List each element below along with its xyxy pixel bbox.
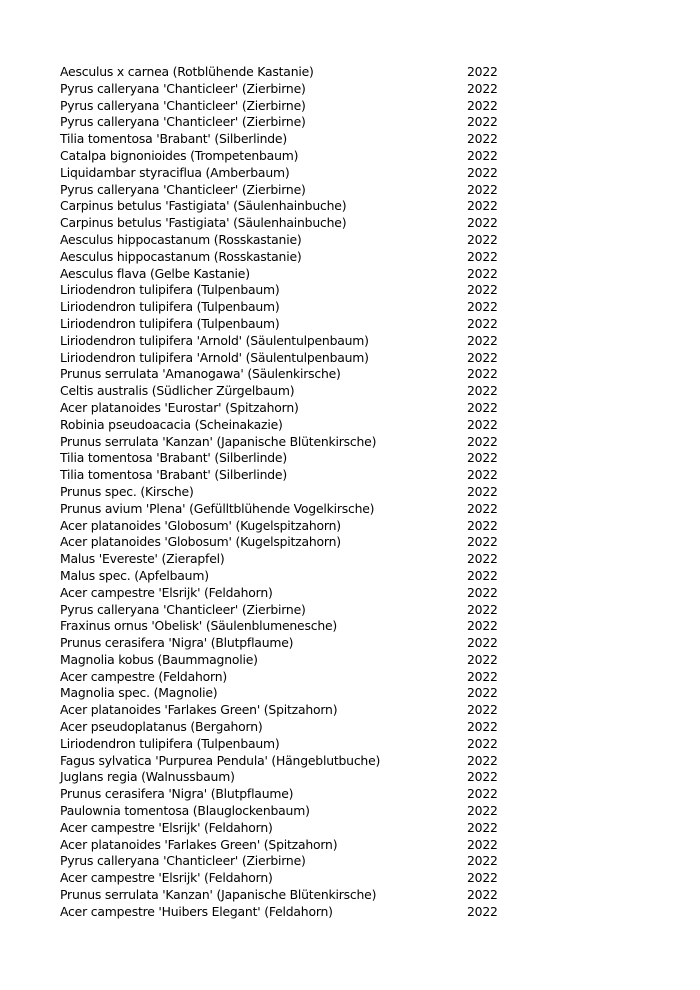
table-row: [60, 602, 510, 619]
planting-year: 2022: [467, 500, 498, 516]
planting-year: 2022: [467, 685, 498, 701]
tree-name: Prunus serrulata 'Amanogawa' (Säulenkirsche): [60, 366, 341, 382]
tree-name: Tilia tomentosa 'Brabant' (Silberlinde): [60, 131, 287, 147]
tree-name: Liriodendron tulipifera (Tulpenbaum): [60, 282, 280, 298]
table-row: [60, 853, 510, 870]
planting-year: 2022: [467, 618, 498, 634]
table-row: [60, 820, 510, 837]
planting-year: 2022: [467, 601, 498, 617]
table-row: [60, 366, 510, 383]
tree-name: Aesculus x carnea (Rotblühende Kastanie): [60, 64, 314, 79]
planting-year: 2022: [467, 315, 498, 331]
table-row: [60, 484, 510, 501]
planting-year: 2022: [467, 702, 498, 718]
planting-year: 2022: [467, 349, 498, 365]
planting-year: 2022: [467, 719, 498, 735]
table-row: [60, 114, 510, 131]
table-row: [60, 64, 510, 81]
tree-name: Liriodendron tulipifera 'Arnold' (Säulentulpenbaum): [60, 349, 369, 365]
planting-year: 2022: [467, 517, 498, 533]
planting-year: 2022: [467, 181, 498, 197]
table-row: [60, 182, 510, 199]
planting-year: 2022: [467, 887, 498, 903]
planting-year: 2022: [467, 332, 498, 348]
table-row: [60, 417, 510, 434]
planting-year: 2022: [467, 299, 498, 315]
tree-name: Carpinus betulus 'Fastigiata' (Säulenhainbuche): [60, 198, 347, 214]
table-row: [60, 904, 510, 921]
table-row: [60, 803, 510, 820]
table-row: [60, 467, 510, 484]
tree-name: Aesculus hippocastanum (Rosskastanie): [60, 248, 302, 264]
planting-year: 2022: [467, 651, 498, 667]
tree-name: Pyrus calleryana 'Chanticleer' (Zierbirne): [60, 80, 306, 96]
planting-year: 2022: [467, 433, 498, 449]
table-row: [60, 81, 510, 98]
tree-name: Prunus spec. (Kirsche): [60, 483, 194, 499]
table-row: [60, 434, 510, 451]
tree-name: Aesculus flava (Gelbe Kastanie): [60, 265, 250, 281]
planting-year: 2022: [467, 164, 498, 180]
tree-name: Liquidambar styraciflua (Amberbaum): [60, 164, 290, 180]
table-row: [60, 501, 510, 518]
table-row: [60, 635, 510, 652]
tree-name: Pyrus calleryana 'Chanticleer' (Zierbirne): [60, 114, 306, 130]
planting-year: 2022: [467, 752, 498, 768]
tree-name: Acer platanoides 'Globosum' (Kugelspitzahorn): [60, 517, 341, 533]
planting-year: 2022: [467, 903, 498, 919]
table-row: [60, 232, 510, 249]
table-row: [60, 215, 510, 232]
table-row: [60, 652, 510, 669]
table-row: [60, 383, 510, 400]
tree-name: Pyrus calleryana 'Chanticleer' (Zierbirne): [60, 97, 306, 113]
tree-name: Tilia tomentosa 'Brabant' (Silberlinde): [60, 450, 287, 466]
planting-year: 2022: [467, 584, 498, 600]
tree-name: Fagus sylvatica 'Purpurea Pendula' (Hängeblutbuche): [60, 752, 381, 768]
tree-name: Liriodendron tulipifera (Tulpenbaum): [60, 299, 280, 315]
planting-year: 2022: [467, 265, 498, 281]
tree-name: Liriodendron tulipifera (Tulpenbaum): [60, 315, 280, 331]
table-row: [60, 148, 510, 165]
planting-year: 2022: [467, 534, 498, 550]
table-row: [60, 518, 510, 535]
table-row: [60, 786, 510, 803]
tree-name: Prunus cerasifera 'Nigra' (Blutpflaume): [60, 786, 294, 802]
table-row: [60, 618, 510, 635]
table-row: [60, 568, 510, 585]
planting-year: 2022: [467, 467, 498, 483]
tree-name: Fraxinus ornus 'Obelisk' (Säulenblumenesche): [60, 618, 338, 634]
tree-name: Acer platanoides 'Farlakes Green' (Spitzahorn): [60, 702, 338, 718]
tree-name: Acer campestre 'Huibers Elegant' (Feldahorn): [60, 903, 333, 919]
table-row: [60, 266, 510, 283]
planting-year: 2022: [467, 819, 498, 835]
table-row: [60, 551, 510, 568]
planting-year: 2022: [467, 282, 498, 298]
planting-year: 2022: [467, 668, 498, 684]
tree-name: Juglans regia (Walnussbaum): [60, 769, 235, 785]
table-row: [60, 400, 510, 417]
tree-name: Malus 'Evereste' (Zierapfel): [60, 551, 225, 567]
tree-name: Prunus avium 'Plena' (Gefülltblühende Vogelkirsche): [60, 500, 375, 516]
planting-year: 2022: [467, 366, 498, 382]
table-row: [60, 333, 510, 350]
table-row: [60, 98, 510, 115]
tree-name: Acer campestre (Feldahorn): [60, 668, 227, 684]
planting-year: 2022: [467, 399, 498, 415]
table-row: [60, 316, 510, 333]
table-row: [60, 837, 510, 854]
planting-year: 2022: [467, 97, 498, 113]
tree-name: Aesculus hippocastanum (Rosskastanie): [60, 231, 302, 247]
tree-name: Liriodendron tulipifera 'Arnold' (Säulentulpenbaum): [60, 332, 369, 348]
tree-name: Magnolia kobus (Baummagnolie): [60, 651, 258, 667]
planting-year: 2022: [467, 836, 498, 852]
planting-year: 2022: [467, 803, 498, 819]
planting-year: 2022: [467, 450, 498, 466]
planting-year: 2022: [467, 80, 498, 96]
table-row: [60, 669, 510, 686]
tree-name: Tilia tomentosa 'Brabant' (Silberlinde): [60, 467, 287, 483]
planting-year: 2022: [467, 248, 498, 264]
tree-name: Malus spec. (Apfelbaum): [60, 567, 209, 583]
table-row: [60, 249, 510, 266]
table-row: [60, 753, 510, 770]
planting-year: 2022: [467, 870, 498, 886]
tree-name: Magnolia spec. (Magnolie): [60, 685, 218, 701]
planting-year: 2022: [467, 147, 498, 163]
table-row: [60, 534, 510, 551]
planting-year: 2022: [467, 567, 498, 583]
planting-year: 2022: [467, 786, 498, 802]
tree-name: Acer platanoides 'Globosum' (Kugelspitzahorn): [60, 534, 341, 550]
table-row: [60, 685, 510, 702]
tree-name: Pyrus calleryana 'Chanticleer' (Zierbirne): [60, 181, 306, 197]
planting-year: 2022: [467, 64, 498, 79]
planting-year: 2022: [467, 551, 498, 567]
planting-year: 2022: [467, 198, 498, 214]
tree-name: Acer pseudoplatanus (Bergahorn): [60, 719, 263, 735]
tree-name: Pyrus calleryana 'Chanticleer' (Zierbirne): [60, 601, 306, 617]
planting-year: 2022: [467, 635, 498, 651]
table-row: [60, 702, 510, 719]
tree-name: Prunus cerasifera 'Nigra' (Blutpflaume): [60, 635, 294, 651]
tree-list: [60, 64, 510, 921]
tree-name: Prunus serrulata 'Kanzan' (Japanische Blütenkirsche): [60, 433, 377, 449]
tree-name: Acer platanoides 'Farlakes Green' (Spitzahorn): [60, 836, 338, 852]
tree-name: Acer campestre 'Elsrijk' (Feldahorn): [60, 584, 273, 600]
table-row: [60, 131, 510, 148]
table-row: [60, 736, 510, 753]
table-row: [60, 769, 510, 786]
planting-year: 2022: [467, 215, 498, 231]
planting-year: 2022: [467, 114, 498, 130]
table-row: [60, 585, 510, 602]
tree-name: Carpinus betulus 'Fastigiata' (Säulenhainbuche): [60, 215, 347, 231]
planting-year: 2022: [467, 853, 498, 869]
tree-name: Prunus serrulata 'Kanzan' (Japanische Blütenkirsche): [60, 887, 377, 903]
table-row: [60, 165, 510, 182]
planting-year: 2022: [467, 483, 498, 499]
table-row: [60, 299, 510, 316]
planting-year: 2022: [467, 231, 498, 247]
tree-name: Paulownia tomentosa (Blauglockenbaum): [60, 803, 310, 819]
planting-year: 2022: [467, 735, 498, 751]
table-row: [60, 719, 510, 736]
tree-name: Acer campestre 'Elsrijk' (Feldahorn): [60, 819, 273, 835]
table-row: [60, 198, 510, 215]
tree-name: Acer campestre 'Elsrijk' (Feldahorn): [60, 870, 273, 886]
table-row: [60, 282, 510, 299]
table-row: [60, 887, 510, 904]
tree-name: Celtis australis (Südlicher Zürgelbaum): [60, 383, 295, 399]
table-row: [60, 870, 510, 887]
table-row: [60, 350, 510, 367]
planting-year: 2022: [467, 131, 498, 147]
planting-year: 2022: [467, 769, 498, 785]
tree-name: Robinia pseudoacacia (Scheinakazie): [60, 416, 283, 432]
planting-year: 2022: [467, 383, 498, 399]
tree-name: Pyrus calleryana 'Chanticleer' (Zierbirne): [60, 853, 306, 869]
table-row: [60, 450, 510, 467]
planting-year: 2022: [467, 416, 498, 432]
tree-name: Liriodendron tulipifera (Tulpenbaum): [60, 735, 280, 751]
tree-name: Acer platanoides 'Eurostar' (Spitzahorn): [60, 399, 299, 415]
tree-name: Catalpa bignonioides (Trompetenbaum): [60, 147, 299, 163]
